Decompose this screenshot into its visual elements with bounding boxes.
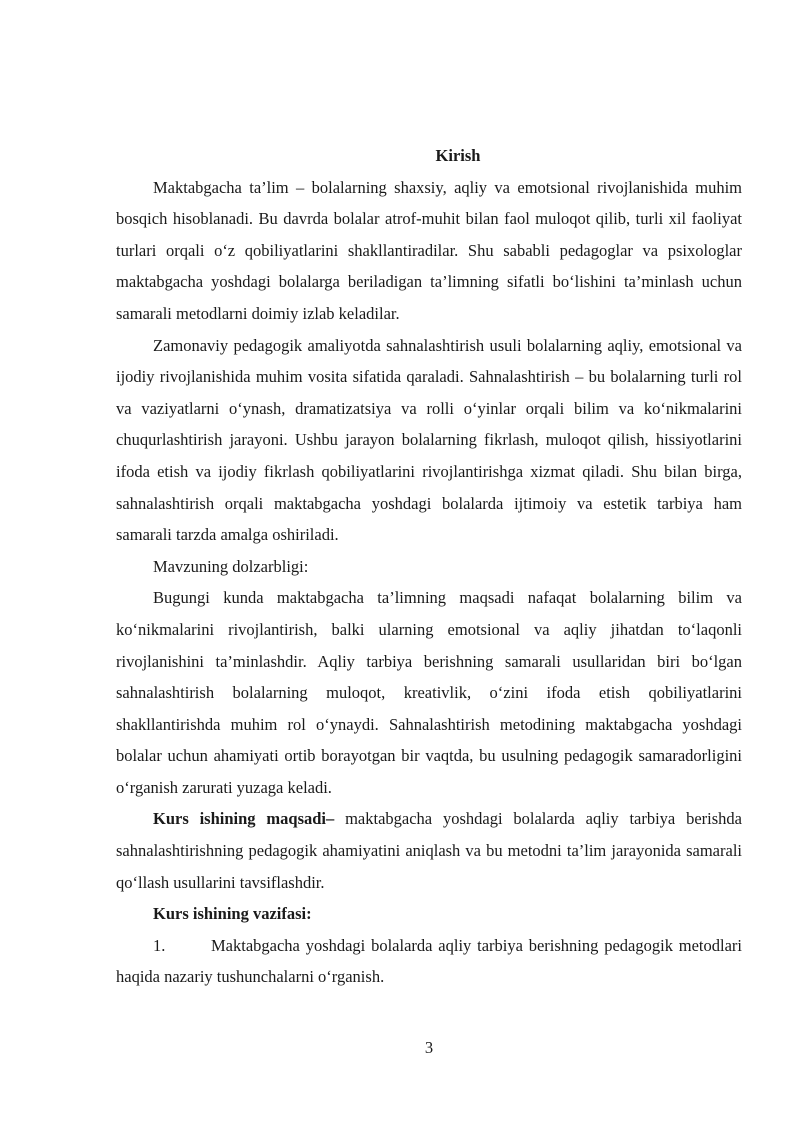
section-title: Kirish <box>435 146 481 165</box>
page-number: 3 <box>424 1038 434 1057</box>
tasks-heading: Kurs ishining vazifasi: <box>153 904 312 924</box>
goal-label: Kurs ishining maqsadi– <box>153 809 335 829</box>
goal-text: maktabgacha yoshdagi bolalarda aqliy tarbiya berishda sahnalashtirishning pedagogik ahamiyatini aniqlash va bu metodni ta’lim jarayonida samarali qo‘llash usullarini tavsiflashdir. <box>116 809 742 892</box>
document-page <box>116 140 742 993</box>
intro-paragraph-2: Zamonaviy pedagogik amaliyotda sahnalashtirish usuli bolalarning aqliy, emotsional va ijodiy rivojlanishida muhim vosita sifatida qaraladi. Sahnalashtirish – bu bolalarning turli rol va vaziyatlarni o‘ynash, dramatizatsiya va rolli o‘yinlar orqali bilim va ko‘nikmalarini chuqurlashtirish jarayoni. Ushbu jarayon bolalarning fikrlash, muloqot qilish, hissiyotlarini ifoda etish va ijodiy fikrlash qobiliyatlarini rivojlantirishga xizmat qiladi. Shu bilan birga, sahnalashtirish orqali maktabgacha yoshdagi bolalarda ijtimoiy va estetik tarbiya ham samarali tarzda amalga oshiriladi. <box>116 335 742 545</box>
task-number: 1. <box>153 935 166 955</box>
task-item <box>116 930 742 993</box>
task-text: Maktabgacha yoshdagi bolalarda aqliy tarbiya berishning pedagogik metodlari haqida nazariy tushunchalarni o‘rganish. <box>116 935 742 987</box>
relevance-paragraph: Bugungi kunda maktabgacha ta’limning maqsadi nafaqat bolalarning bilim va ko‘nikmalarini rivojlantirish, balki ularning emotsional va aqliy jihatdan to‘laqonli rivojlanishini ta’minlashdir. Aqliy tarbiya berishning samarali usullaridan biri bo‘lgan sahnalashtirish bolalarning muloqot, kreativlik, o‘zini ifoda etish qobiliyatlarini shakllantirishda muhim rol o‘ynaydi. Sahnalashtirish metodining maktabgacha yoshdagi bolalar uchun ahamiyati ortib borayotgan bir vaqtda, bu usulning pedagogik samaradorligini o‘rganish zarurati yuzaga keladi. <box>116 588 742 797</box>
intro-paragraph-1: Maktabgacha ta’lim – bolalarning shaxsiy, aqliy va emotsional rivojlanishida muhim bosqich hisoblanadi. Bu davrda bolalar atrof-muhit bilan faol muloqot qilib, turli xil faoliyat turlari orqali o‘z qobiliyatlarini shakllantiradilar. Shu sababli pedagoglar va psixologlar maktabgacha yoshdagi bolalarga beriladigan ta’limning sifatli bo‘lishini ta’minlash uchun samarali metodlarni doimiy izlab keladilar. <box>116 177 742 323</box>
relevance-heading: Mavzuning dolzarbligi: <box>153 556 309 576</box>
goal-paragraph <box>116 803 742 898</box>
